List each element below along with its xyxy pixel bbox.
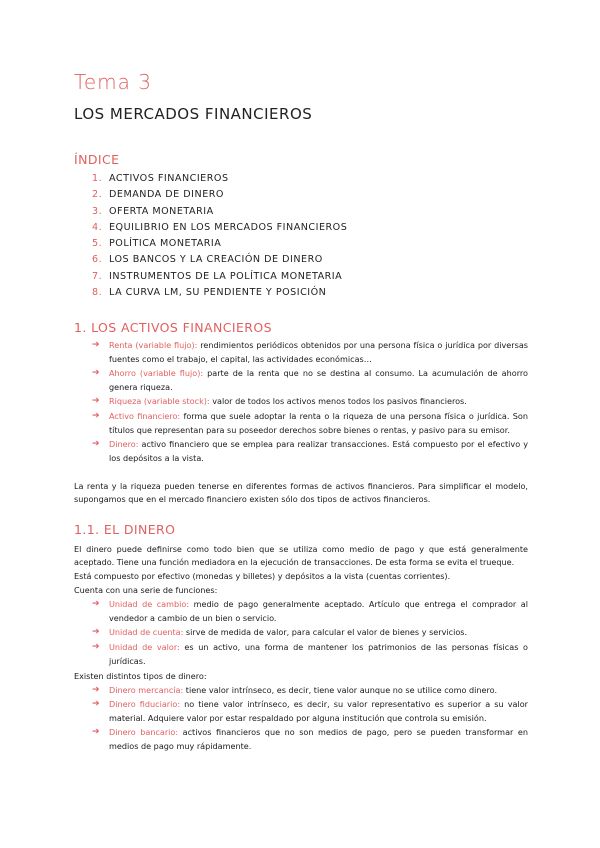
arrow-right-icon: ➔ [92,642,100,652]
paragraph: Está compuesto por efectivo (monedas y billetes) y depósitos a la vista (cuentas corrientes). [74,571,451,581]
list-item: ➔ Unidad de valor: es un activo, una forma de mantener los patrimonios de las personas físicas o jurídicas. [92,642,528,666]
list-item: ➔ Unidad de cuenta: sirve de medida de valor, para calcular el valor de bienes y servicios. [92,626,528,640]
toc-item: 6. LOS BANCOS Y LA CREACIÓN DE DINERO [92,254,323,266]
toc-item: 3. OFERTA MONETARIA [92,205,214,217]
toc-item: 2. DEMANDA DE DINERO [92,189,224,201]
arrow-right-icon: ➔ [92,627,100,637]
arrow-right-icon: ➔ [92,340,100,350]
paragraph: Existen distintos tipos de dinero: [74,671,207,681]
table-of-contents [92,173,347,303]
toc-item: 8. LA CURVA LM, SU PENDIENTE Y POSICIÓN [92,287,327,299]
list-item: ➔ Riqueza (variable stock): valor de todos los activos menos todos los pasivos financieros. [92,395,528,409]
toc-item: 4. EQUILIBRIO EN LOS MERCADOS FINANCIEROS [92,221,348,233]
index-heading: ÍNDICE [74,152,120,167]
arrow-right-icon: ➔ [92,727,100,737]
toc-item: 5. POLÍTICA MONETARIA [92,238,222,250]
section-heading: 1. LOS ACTIVOS FINANCIEROS [74,320,272,335]
list-item: ➔ Dinero fiduciario: no tiene valor intrínseco, es decir, su valor representativo es superior a su valor material. Adquiere valor por estar respaldado por alguna institución que controla su emisión. [92,699,528,723]
toc-item: 1. ACTIVOS FINANCIEROS [92,173,229,184]
section-heading: 1.1. EL DINERO [74,522,176,537]
arrow-right-icon: ➔ [92,396,100,406]
list-item: ➔ Ahorro (variable flujo): parte de la renta que no se destina al consumo. La acumulación de ahorro genera riqueza. [92,368,528,392]
arrow-right-icon: ➔ [92,368,100,378]
paragraph: La renta y la riqueza pueden tenerse en diferentes formas de activos financieros. Para simplificar el modelo, supongamos que en el mercado financiero existen sólo dos tipos de activos financieros. [74,481,528,504]
toc-item: 7. INSTRUMENTOS DE LA POLÍTICA MONETARIA [92,270,343,282]
list-item: ➔ Activo financiero: forma que suele adoptar la renta o la riqueza de una persona física o jurídica. Son títulos que representan para su poseedor derechos sobre bienes o rentas, y pasivo para su emisor. [92,411,529,435]
paragraph: El dinero puede definirse como todo bien que se utiliza como medio de pago y que está generalmente aceptado. Tiene una función mediadora en la ejecución de transacciones. De esta forma se evita el trueque. [74,544,528,567]
arrow-right-icon: ➔ [92,699,100,709]
arrow-right-icon: ➔ [92,411,100,421]
list-item: ➔ Dinero mercancía: tiene valor intrínseco, es decir, tiene valor aunque no se utilice como dinero. [92,684,528,698]
page-title: Tema 3 [74,70,152,94]
paragraph: Cuenta con una serie de funciones: [74,585,218,595]
arrow-right-icon: ➔ [92,599,100,609]
list-item: ➔ Dinero bancario: activos financieros que no son medios de pago, pero se pueden transformar en medios de pago muy rápidamente. [92,727,528,751]
list-item: ➔ Renta (variable flujo): rendimientos periódicos obtenidos por una persona física o jurídica por diversas fuentes como el trabajo, el capital, las actividades económicas… [92,340,528,364]
page-subtitle: LOS MERCADOS FINANCIEROS [74,105,313,123]
list-item: ➔ Dinero: activo financiero que se emplea para realizar transacciones. Está compuesto por el efectivo y los depósitos a la vista. [92,439,528,463]
arrow-right-icon: ➔ [92,439,100,449]
arrow-right-icon: ➔ [92,685,100,695]
list-item: ➔ Unidad de cambio: medio de pago generalmente aceptado. Artículo que entrega el comprador al vendedor a cambio de un bien o servicio. [92,599,528,623]
